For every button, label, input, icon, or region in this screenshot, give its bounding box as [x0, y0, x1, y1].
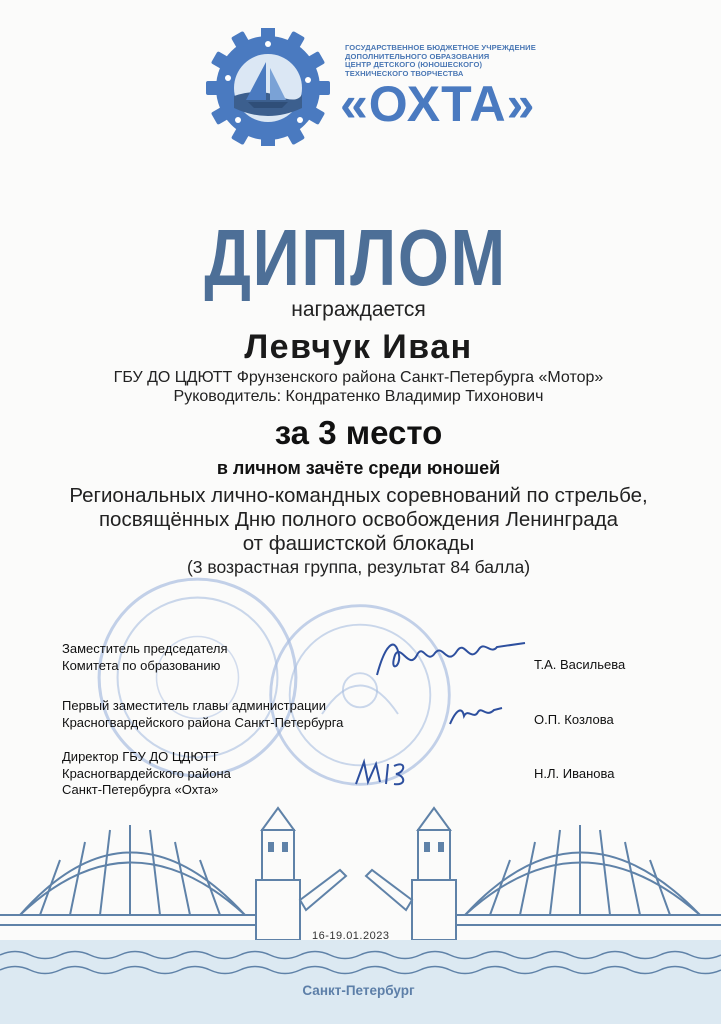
signatory-title — [62, 641, 228, 674]
organization-caption — [345, 43, 536, 78]
signature-2-icon — [446, 700, 506, 730]
signatory-title-line: Комитета по образованию — [62, 657, 221, 673]
event-date: 16-19.01.2023 — [312, 930, 390, 942]
signatory-title-line: Директор ГБУ ДО ЦДЮТТ — [62, 749, 219, 764]
signatory-title-line: Красногвардейского района Санкт-Петербурга — [62, 714, 344, 730]
signatory-title-line: Санкт-Петербурга «Охта» — [62, 782, 219, 797]
logo-gear-icon — [200, 28, 340, 146]
org-caption-line: ЦЕНТР ДЕТСКОГО (ЮНОШЕСКОГО) — [345, 60, 483, 70]
signatory-title-line: Красногвардейского района — [62, 765, 231, 781]
place-award: за 3 место — [274, 414, 443, 451]
city-name: Санкт-Петербург — [302, 983, 415, 998]
signatory-title-line: Первый заместитель главы администрации — [62, 698, 327, 713]
event-line: от фашистской блокады — [242, 532, 475, 555]
awarded-text: награждается — [291, 298, 426, 321]
event-line: посвящённых Дню полного освобождения Ленинграда — [98, 508, 619, 531]
signatory-title-line: Заместитель председателя — [62, 641, 228, 656]
org-caption-line: ДОПОЛНИТЕЛЬНОГО ОБРАЗОВАНИЯ — [345, 51, 490, 61]
org-caption-line: ГОСУДАРСТВЕННОЕ БЮДЖЕТНОЕ УЧРЕЖДЕНИЕ — [345, 43, 536, 52]
signatory-title — [62, 698, 343, 731]
signatory-name: Т.А. Васильева — [534, 657, 626, 672]
brand-name: «ОХТА» — [340, 76, 536, 132]
supervisor-line: Руководитель: Кондратенко Владимир Тихонович — [173, 388, 544, 405]
recipient-name: Левчук Иван — [244, 328, 473, 366]
signatory-name: Н.Л. Иванова — [534, 766, 615, 781]
event-line: Региональных лично-командных соревнований по стрельбе, — [69, 484, 648, 507]
org-caption-line: ТЕХНИЧЕСКОГО ТВОРЧЕСТВА — [345, 68, 464, 78]
result-line: (3 возрастная группа, результат 84 балла) — [186, 557, 531, 577]
recipient-organization: ГБУ ДО ЦДЮТТ Фрунзенского района Санкт-Петербурга «Мотор» — [113, 369, 604, 386]
diploma-title: ДИПЛОМ — [204, 213, 507, 302]
signatory-name: О.П. Козлова — [534, 712, 614, 727]
signature-1-icon — [365, 625, 535, 685]
award-category: в личном зачёте среди юношей — [216, 458, 501, 478]
